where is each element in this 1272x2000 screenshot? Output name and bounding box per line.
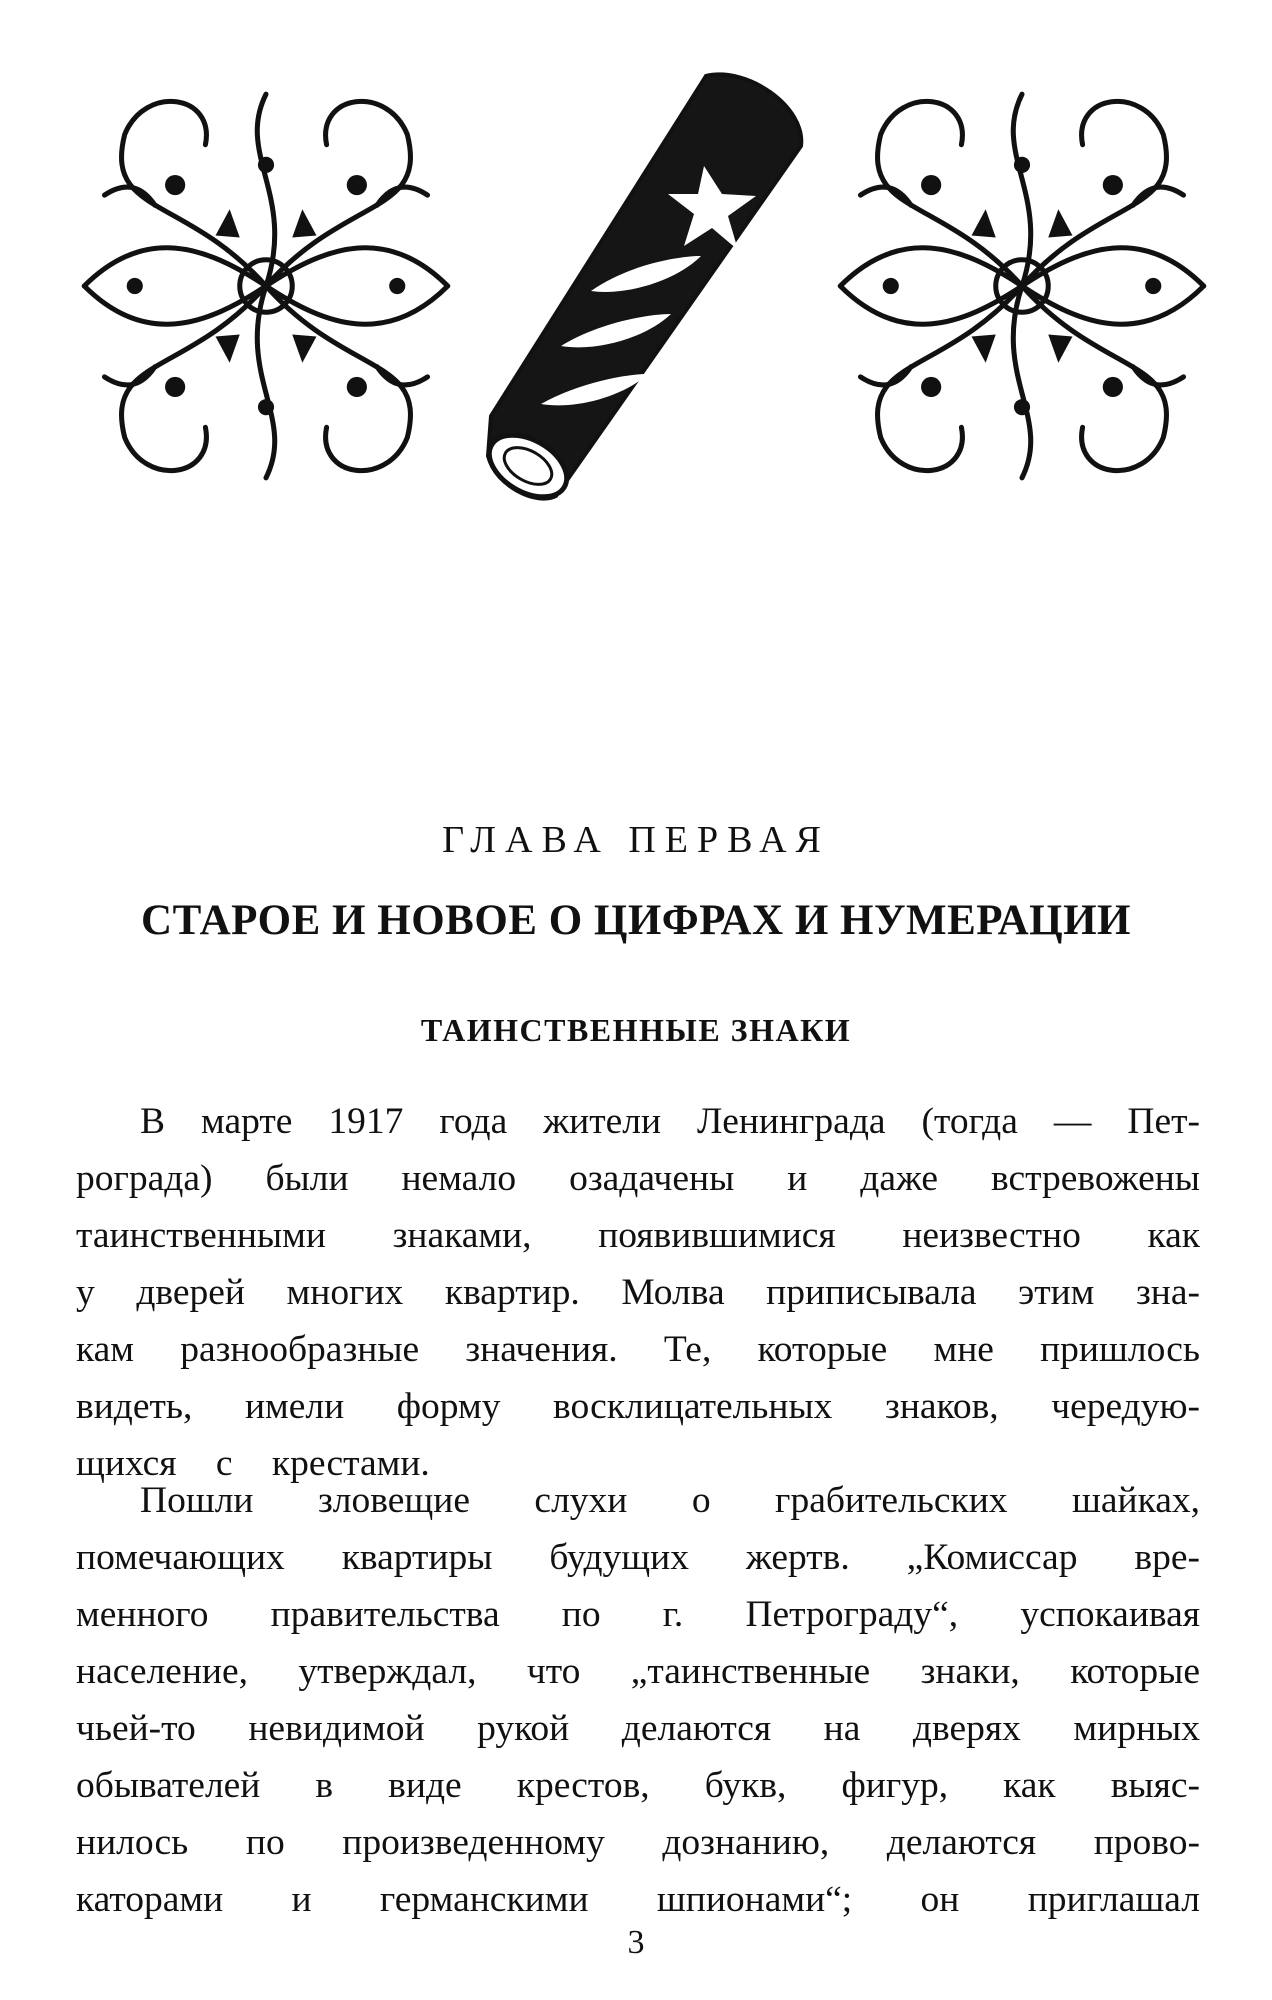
chapter-label: ГЛАВА ПЕРВАЯ [442,819,830,861]
text-line: видеть, имели форму восклицательных знаков, чередую- [76,1386,1200,1427]
chapter-title: СТАРОЕ И НОВОЕ О ЦИФРАХ И НУМЕРАЦИИ [141,897,1131,944]
text-line: В марте 1917 года жители Ленинграда (тогда — Пет- [140,1101,1200,1142]
text-line: кам разнообразные значения. Те, которые мне пришлось [76,1329,1200,1370]
text-line: таинственными знаками, появившимися неизвестно как [76,1215,1200,1256]
page-number: 3 [627,1924,645,1961]
text-line: помечающих квартиры будущих жертв. „Комиссар вре- [76,1537,1200,1578]
text-line: каторами и германскими шпионами“; он приглашал [76,1879,1200,1920]
carved-tally-stick-illustration [470,66,822,506]
text-line: у дверей многих квартир. Молва приписывала этим зна- [76,1272,1200,1313]
floral-ornament-left [64,74,468,498]
text-line: рограда) были немало озадачены и даже встревожены [76,1158,1200,1199]
text-line: население, утверждал, что „таинственные знаки, которые [76,1651,1200,1692]
floral-ornament-right [820,74,1224,498]
text-line: Пошли зловещие слухи о грабительских шайках, [140,1480,1200,1521]
paragraph-2 [76,1472,1200,1928]
paragraph-1 [76,1093,1200,1492]
text-line: щихся с крестами. [76,1443,430,1484]
section-title: ТАИНСТВЕННЫЕ ЗНАКИ [420,1012,852,1048]
text-line: нилось по произведенному дознанию, делаются прово- [76,1822,1200,1863]
text-line: менного правительства по г. Петрограду“, успокаивая [76,1594,1200,1635]
text-line: обывателей в виде крестов, букв, фигур, как выяс- [76,1765,1200,1806]
text-line: чьей-то невидимой рукой делаются на дверях мирных [76,1708,1200,1749]
